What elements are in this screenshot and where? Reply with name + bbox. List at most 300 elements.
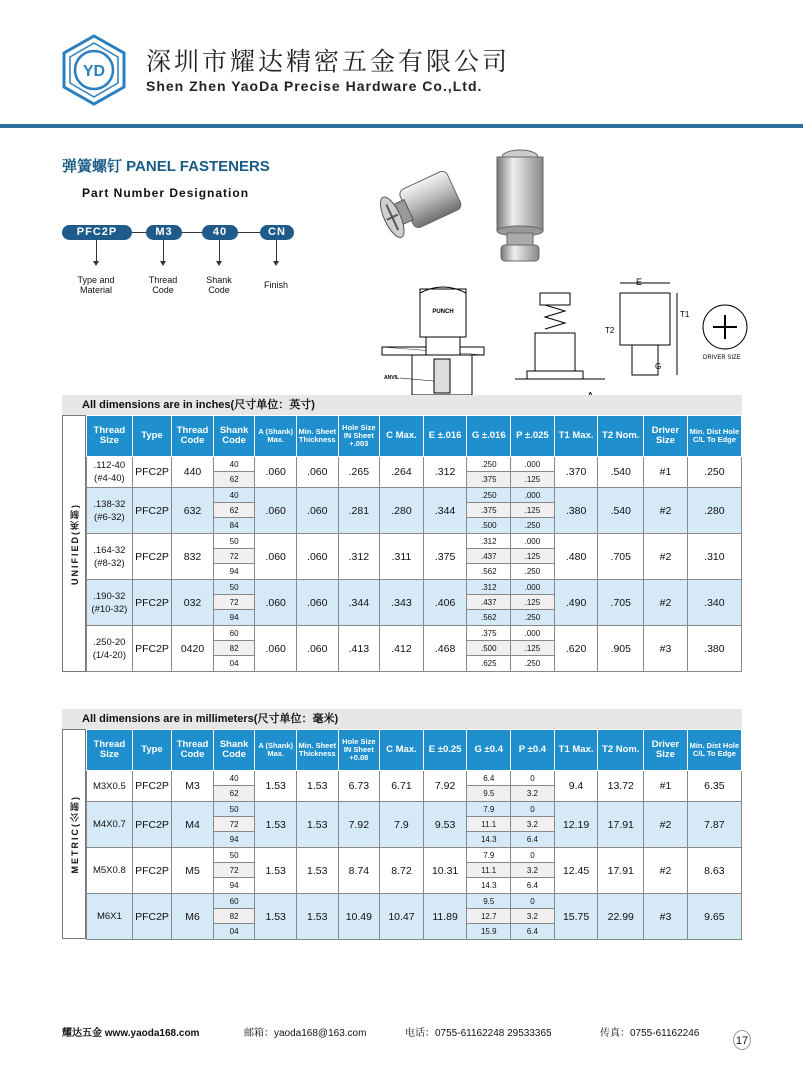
column-header: T2 Nom. xyxy=(598,730,644,771)
cell-t1: .620 xyxy=(554,626,598,672)
yd-logo-icon xyxy=(58,34,130,106)
column-header: C Max. xyxy=(380,730,424,771)
logo-text: YD xyxy=(82,63,106,80)
cell-driver: #1 xyxy=(644,457,688,488)
cell-t2: .705 xyxy=(598,534,644,580)
cell-p-value: 6.4 xyxy=(526,927,538,936)
cell-type: PFC2P xyxy=(132,488,172,534)
cell-a: 1.53 xyxy=(255,848,297,894)
cell-sheet: .060 xyxy=(296,534,338,580)
cell-g-value: 11.1 xyxy=(467,863,510,878)
cell-shank xyxy=(213,848,255,894)
pn-caption-text: Shank Code xyxy=(206,275,232,295)
cell-p-value: .125 xyxy=(511,503,554,518)
cell-p xyxy=(511,580,555,626)
cell-g-value: .312 xyxy=(467,580,510,595)
cell-sheet: 1.53 xyxy=(296,848,338,894)
cell-a: .060 xyxy=(255,626,297,672)
cell-p-value: 3.2 xyxy=(511,909,554,924)
cell-driver: #2 xyxy=(644,802,688,848)
cell-c: .280 xyxy=(380,488,424,534)
cell-g xyxy=(467,457,511,488)
cell-shank-value: 94 xyxy=(229,881,239,890)
cell-g-value: .312 xyxy=(467,534,510,549)
cell-e: .406 xyxy=(423,580,467,626)
cell-g-value: .375 xyxy=(467,626,510,641)
cell-t1: 9.4 xyxy=(554,771,598,802)
column-header: Driver Size xyxy=(644,730,688,771)
cell-type: PFC2P xyxy=(132,534,172,580)
cell-shank-value: 40 xyxy=(214,771,255,786)
cell-shank-value: 82 xyxy=(214,909,255,924)
cell-sheet: .060 xyxy=(296,580,338,626)
cell-shank-value: 50 xyxy=(214,802,255,817)
column-header: Driver Size xyxy=(644,416,688,457)
cell-p-value: .125 xyxy=(511,641,554,656)
column-header: Thread Code xyxy=(172,416,214,457)
column-header: A (Shank) Max. xyxy=(255,730,297,771)
pn-connector xyxy=(238,232,260,233)
cell-shank-value: 04 xyxy=(229,927,239,936)
cell-dist: 9.65 xyxy=(687,894,741,940)
cell-hole: 6.73 xyxy=(338,771,380,802)
cell-g-value: .625 xyxy=(480,659,497,668)
cell-g xyxy=(467,802,511,848)
table-row xyxy=(87,488,742,534)
cell-c: 6.71 xyxy=(380,771,424,802)
cell-p xyxy=(511,894,555,940)
pn-arrow xyxy=(163,240,164,262)
column-header: Type xyxy=(132,416,172,457)
cell-e: 11.89 xyxy=(423,894,467,940)
table-row xyxy=(87,802,742,848)
part-number-designation-label: Part Number Designation xyxy=(82,186,250,200)
cell-sheet: 1.53 xyxy=(296,894,338,940)
column-header: E ±.016 xyxy=(423,416,467,457)
cell-g-value: .437 xyxy=(467,549,510,564)
cell-size: .190-32 (#10-32) xyxy=(87,580,133,626)
cell-type: PFC2P xyxy=(132,802,172,848)
cell-dist: 8.63 xyxy=(687,848,741,894)
cell-p-value: 0 xyxy=(511,848,554,863)
cell-dist: .380 xyxy=(687,626,741,672)
cell-a: .060 xyxy=(255,488,297,534)
pn-caption-type xyxy=(66,275,126,295)
cell-t2: .540 xyxy=(598,488,644,534)
cell-size: M4X0.7 xyxy=(87,802,133,848)
cell-shank xyxy=(213,534,255,580)
table-row xyxy=(87,534,742,580)
cell-g-value: 9.5 xyxy=(467,894,510,909)
cell-a: 1.53 xyxy=(255,802,297,848)
cell-g xyxy=(467,488,511,534)
footer-phone: 电话：0755-61162248 29533365 xyxy=(405,1028,552,1039)
cell-shank xyxy=(213,457,255,488)
cell-t2: 22.99 xyxy=(598,894,644,940)
cell-p xyxy=(511,534,555,580)
cell-type: PFC2P xyxy=(132,771,172,802)
cell-p-value: .250 xyxy=(524,567,541,576)
cell-g-value: .437 xyxy=(467,595,510,610)
cell-code: 632 xyxy=(172,488,214,534)
cell-t1: 12.19 xyxy=(554,802,598,848)
column-header: Thread Size xyxy=(87,730,133,771)
cell-c: .412 xyxy=(380,626,424,672)
cell-shank-value: 50 xyxy=(214,534,255,549)
cell-p-value: .000 xyxy=(511,534,554,549)
cell-e: 9.53 xyxy=(423,802,467,848)
unified-table-heading: All dimensions are in inches(尺寸单位：英寸) xyxy=(62,395,742,415)
cell-p-value: .000 xyxy=(511,488,554,503)
header-divider xyxy=(0,124,803,128)
cell-p-value: 3.2 xyxy=(511,863,554,878)
cell-p-value: 0 xyxy=(511,771,554,786)
cell-c: .264 xyxy=(380,457,424,488)
cell-code: 032 xyxy=(172,580,214,626)
cell-g-value: .562 xyxy=(480,613,497,622)
cell-p-value: .000 xyxy=(511,626,554,641)
cell-a: 1.53 xyxy=(255,894,297,940)
cell-type: PFC2P xyxy=(132,626,172,672)
cell-type: PFC2P xyxy=(132,894,172,940)
cell-g-value: .500 xyxy=(467,641,510,656)
cell-p-value: 3.2 xyxy=(511,786,554,801)
cell-code: M3 xyxy=(172,771,214,802)
cell-a: .060 xyxy=(255,457,297,488)
cell-size: .138-32 (#6-32) xyxy=(87,488,133,534)
cell-hole: .265 xyxy=(338,457,380,488)
cell-size: M5X0.8 xyxy=(87,848,133,894)
cell-dist: 7.87 xyxy=(687,802,741,848)
cell-t2: .705 xyxy=(598,580,644,626)
cell-g-value: .250 xyxy=(467,457,510,472)
cell-g-value: 14.3 xyxy=(480,881,497,890)
cell-p-value: .125 xyxy=(511,472,554,487)
cell-g xyxy=(467,771,511,802)
cell-g-value: 14.3 xyxy=(480,835,497,844)
fastener-photo-upright xyxy=(485,145,555,270)
cell-size: .164-32 (#8-32) xyxy=(87,534,133,580)
cell-c: 10.47 xyxy=(380,894,424,940)
cell-t2: .540 xyxy=(598,457,644,488)
cell-driver: #1 xyxy=(644,771,688,802)
cell-shank-value: 94 xyxy=(229,835,239,844)
cell-g-value: 6.4 xyxy=(467,771,510,786)
pn-code-shank: 40 xyxy=(202,225,238,240)
cell-p xyxy=(511,848,555,894)
cell-t2: 13.72 xyxy=(598,771,644,802)
cell-sheet: .060 xyxy=(296,626,338,672)
column-header: Thread Size xyxy=(87,416,133,457)
column-header: P ±0.4 xyxy=(511,730,555,771)
cell-shank-value: 62 xyxy=(214,472,255,487)
pn-caption-thread xyxy=(133,275,193,295)
cell-g-value: 12.7 xyxy=(467,909,510,924)
cell-driver: #3 xyxy=(644,894,688,940)
table-header-row xyxy=(87,730,742,771)
fastener-photo-side xyxy=(370,165,475,255)
cell-g xyxy=(467,848,511,894)
cell-g-value: .562 xyxy=(480,567,497,576)
cell-type: PFC2P xyxy=(132,457,172,488)
pn-caption-shank xyxy=(189,275,249,295)
cell-p-value: 0 xyxy=(511,802,554,817)
cell-p-value: 3.2 xyxy=(511,817,554,832)
cell-dist: .250 xyxy=(687,457,741,488)
cell-p-value: .125 xyxy=(511,549,554,564)
cell-shank-value: 50 xyxy=(214,580,255,595)
cell-p-value: .250 xyxy=(524,521,541,530)
column-header: Hole Size IN Sheet +0.08 xyxy=(338,730,380,771)
cell-shank-value: 04 xyxy=(229,659,239,668)
cell-hole: .312 xyxy=(338,534,380,580)
cell-shank xyxy=(213,802,255,848)
cell-shank xyxy=(213,488,255,534)
cell-g-value: 7.9 xyxy=(467,802,510,817)
cell-e: 10.31 xyxy=(423,848,467,894)
cell-p-value: .000 xyxy=(511,580,554,595)
cell-code: 832 xyxy=(172,534,214,580)
column-header: A (Shank) Max. xyxy=(255,416,297,457)
cell-shank-value: 62 xyxy=(214,503,255,518)
cell-hole: .344 xyxy=(338,580,380,626)
cell-g xyxy=(467,894,511,940)
cell-code: 440 xyxy=(172,457,214,488)
cell-shank xyxy=(213,580,255,626)
cell-size: .250-20 (1/4-20) xyxy=(87,626,133,672)
cell-shank-value: 50 xyxy=(214,848,255,863)
pn-connector xyxy=(132,232,146,233)
label-anvil: ANVIL xyxy=(384,375,399,381)
cell-shank-value: 84 xyxy=(229,521,239,530)
cell-hole: 10.49 xyxy=(338,894,380,940)
unified-side-label xyxy=(62,415,86,672)
cell-hole: .413 xyxy=(338,626,380,672)
column-header: C Max. xyxy=(380,416,424,457)
label-driver-size: DRIVER SIZE xyxy=(703,355,741,361)
cell-driver: #3 xyxy=(644,626,688,672)
cell-e: .468 xyxy=(423,626,467,672)
cell-p-value: .125 xyxy=(511,595,554,610)
cell-t1: 12.45 xyxy=(554,848,598,894)
pn-code-thread: M3 xyxy=(146,225,182,240)
cell-c: .343 xyxy=(380,580,424,626)
cell-code: 0420 xyxy=(172,626,214,672)
column-header: P ±.025 xyxy=(511,416,555,457)
cell-t1: .490 xyxy=(554,580,598,626)
column-header: T1 Max. xyxy=(554,416,598,457)
column-header: Min. Dist Hole C/L To Edge xyxy=(687,730,741,771)
column-header: T1 Max. xyxy=(554,730,598,771)
cell-code: M6 xyxy=(172,894,214,940)
cell-a: .060 xyxy=(255,534,297,580)
cell-shank-value: 60 xyxy=(214,626,255,641)
cell-type: PFC2P xyxy=(132,580,172,626)
cell-t2: 17.91 xyxy=(598,802,644,848)
cell-c: 7.9 xyxy=(380,802,424,848)
cell-shank-value: 40 xyxy=(214,457,255,472)
cell-shank-value: 72 xyxy=(214,595,255,610)
cell-code: M4 xyxy=(172,802,214,848)
cell-dist: .340 xyxy=(687,580,741,626)
column-header: Shank Code xyxy=(213,730,255,771)
cell-code: M5 xyxy=(172,848,214,894)
pn-arrow xyxy=(96,240,97,262)
cell-g-value: 9.5 xyxy=(467,786,510,801)
cell-p xyxy=(511,488,555,534)
cell-t1: .380 xyxy=(554,488,598,534)
cell-shank xyxy=(213,771,255,802)
cell-e: .312 xyxy=(423,457,467,488)
cell-t2: 17.91 xyxy=(598,848,644,894)
metric-dimensions-table xyxy=(86,729,742,940)
cell-sheet: .060 xyxy=(296,457,338,488)
cell-g xyxy=(467,626,511,672)
label-punch: PUNCH xyxy=(432,309,454,315)
cell-g-value: 11.1 xyxy=(467,817,510,832)
cell-p-value: .000 xyxy=(511,457,554,472)
cell-p xyxy=(511,457,555,488)
cell-hole: .281 xyxy=(338,488,380,534)
table-row xyxy=(87,580,742,626)
cell-shank-value: 72 xyxy=(214,549,255,564)
pn-caption-finish xyxy=(246,280,306,290)
pn-caption-text: Type and Material xyxy=(77,275,115,295)
cell-g xyxy=(467,534,511,580)
column-header: G ±0.4 xyxy=(467,730,511,771)
cell-shank-value: 60 xyxy=(214,894,255,909)
metric-table-heading: All dimensions are in millimeters(尺寸单位：毫米) xyxy=(62,709,742,729)
table-row xyxy=(87,848,742,894)
label-t1: T1 xyxy=(680,310,690,319)
cell-driver: #2 xyxy=(644,848,688,894)
cell-shank-value: 82 xyxy=(214,641,255,656)
pn-caption-text: Finish xyxy=(263,280,288,290)
cell-g-value: .500 xyxy=(480,521,497,530)
cell-t2: .905 xyxy=(598,626,644,672)
column-header: Shank Code xyxy=(213,416,255,457)
column-header: Min. Sheet Thickness xyxy=(296,416,338,457)
cell-shank-value: 62 xyxy=(214,786,255,801)
unified-side-label-text: UNIFIED(英制) xyxy=(69,502,80,585)
cell-shank-value: 94 xyxy=(229,613,239,622)
table-row xyxy=(87,771,742,802)
cell-shank xyxy=(213,626,255,672)
cell-g xyxy=(467,580,511,626)
page-number: 17 xyxy=(733,1030,751,1050)
cell-p xyxy=(511,802,555,848)
cell-e: .375 xyxy=(423,534,467,580)
metric-side-label xyxy=(62,729,86,939)
cell-g-value: .250 xyxy=(467,488,510,503)
column-header: T2 Nom. xyxy=(598,416,644,457)
cell-sheet: 1.53 xyxy=(296,802,338,848)
page-header xyxy=(0,0,803,130)
pn-connector xyxy=(182,232,202,233)
cell-size: .112-40 (#4-40) xyxy=(87,457,133,488)
cell-shank-value: 94 xyxy=(229,567,239,576)
cell-a: 1.53 xyxy=(255,771,297,802)
cell-c: .311 xyxy=(380,534,424,580)
company-name-en: Shen Zhen YaoDa Precise Hardware Co.,Ltd. xyxy=(146,78,483,94)
pn-arrow xyxy=(219,240,220,262)
cell-shank-value: 40 xyxy=(214,488,255,503)
column-header: G ±.016 xyxy=(467,416,511,457)
cell-dist: .280 xyxy=(687,488,741,534)
cell-size: M6X1 xyxy=(87,894,133,940)
pn-caption-text: Thread Code xyxy=(148,275,178,295)
footer-fax: 传真：0755-61162246 xyxy=(600,1028,700,1039)
cell-hole: 8.74 xyxy=(338,848,380,894)
table-row xyxy=(87,457,742,488)
cell-sheet: .060 xyxy=(296,488,338,534)
footer-website: 耀达五金 www.yaoda168.com xyxy=(62,1028,200,1039)
column-header: Min. Dist Hole C/L To Edge xyxy=(687,416,741,457)
column-header: E ±0.25 xyxy=(423,730,467,771)
cell-t1: .480 xyxy=(554,534,598,580)
table-row xyxy=(87,894,742,940)
cell-driver: #2 xyxy=(644,534,688,580)
cell-shank xyxy=(213,894,255,940)
cell-t1: 15.75 xyxy=(554,894,598,940)
column-header: Min. Sheet Thickness xyxy=(296,730,338,771)
cell-p-value: .250 xyxy=(524,659,541,668)
label-g: G xyxy=(655,362,662,371)
cell-dist: .310 xyxy=(687,534,741,580)
cell-g-value: 15.9 xyxy=(480,927,497,936)
cell-sheet: 1.53 xyxy=(296,771,338,802)
cell-dist: 6.35 xyxy=(687,771,741,802)
cell-g-value: .375 xyxy=(467,503,510,518)
cell-t1: .370 xyxy=(554,457,598,488)
cell-g-value: 7.9 xyxy=(467,848,510,863)
cell-driver: #2 xyxy=(644,580,688,626)
cell-e: 7.92 xyxy=(423,771,467,802)
label-e: E xyxy=(636,277,643,287)
cell-p xyxy=(511,771,555,802)
unified-dimensions-table xyxy=(86,415,742,672)
cell-g-value: .375 xyxy=(467,472,510,487)
cell-e: .344 xyxy=(423,488,467,534)
pn-code-type: PFC2P xyxy=(62,225,132,240)
cell-type: PFC2P xyxy=(132,848,172,894)
label-t2: T2 xyxy=(605,326,615,335)
cell-shank-value: 72 xyxy=(214,863,255,878)
column-header: Thread Code xyxy=(172,730,214,771)
column-header: Hole Size IN Sheet +.003 xyxy=(338,416,380,457)
pn-code-finish: CN xyxy=(260,225,294,240)
cell-c: 8.72 xyxy=(380,848,424,894)
table-header-row xyxy=(87,416,742,457)
pn-arrow xyxy=(276,240,277,262)
cell-p-value: .250 xyxy=(524,613,541,622)
cell-driver: #2 xyxy=(644,488,688,534)
metric-side-label-text: METRIC(公制) xyxy=(69,794,80,874)
cell-p-value: 6.4 xyxy=(526,835,538,844)
company-name-cn: 深圳市耀达精密五金有限公司 xyxy=(146,47,511,76)
cell-shank-value: 72 xyxy=(214,817,255,832)
cell-hole: 7.92 xyxy=(338,802,380,848)
cell-p-value: 0 xyxy=(511,894,554,909)
footer-email: 邮箱：yaoda168@163.com xyxy=(244,1028,367,1039)
section-title: 弹簧螺钉 PANEL FASTENERS xyxy=(62,158,270,175)
cell-size: M3X0.5 xyxy=(87,771,133,802)
cell-p xyxy=(511,626,555,672)
table-row xyxy=(87,626,742,672)
column-header: Type xyxy=(132,730,172,771)
cell-a: .060 xyxy=(255,580,297,626)
cell-p-value: 6.4 xyxy=(526,881,538,890)
